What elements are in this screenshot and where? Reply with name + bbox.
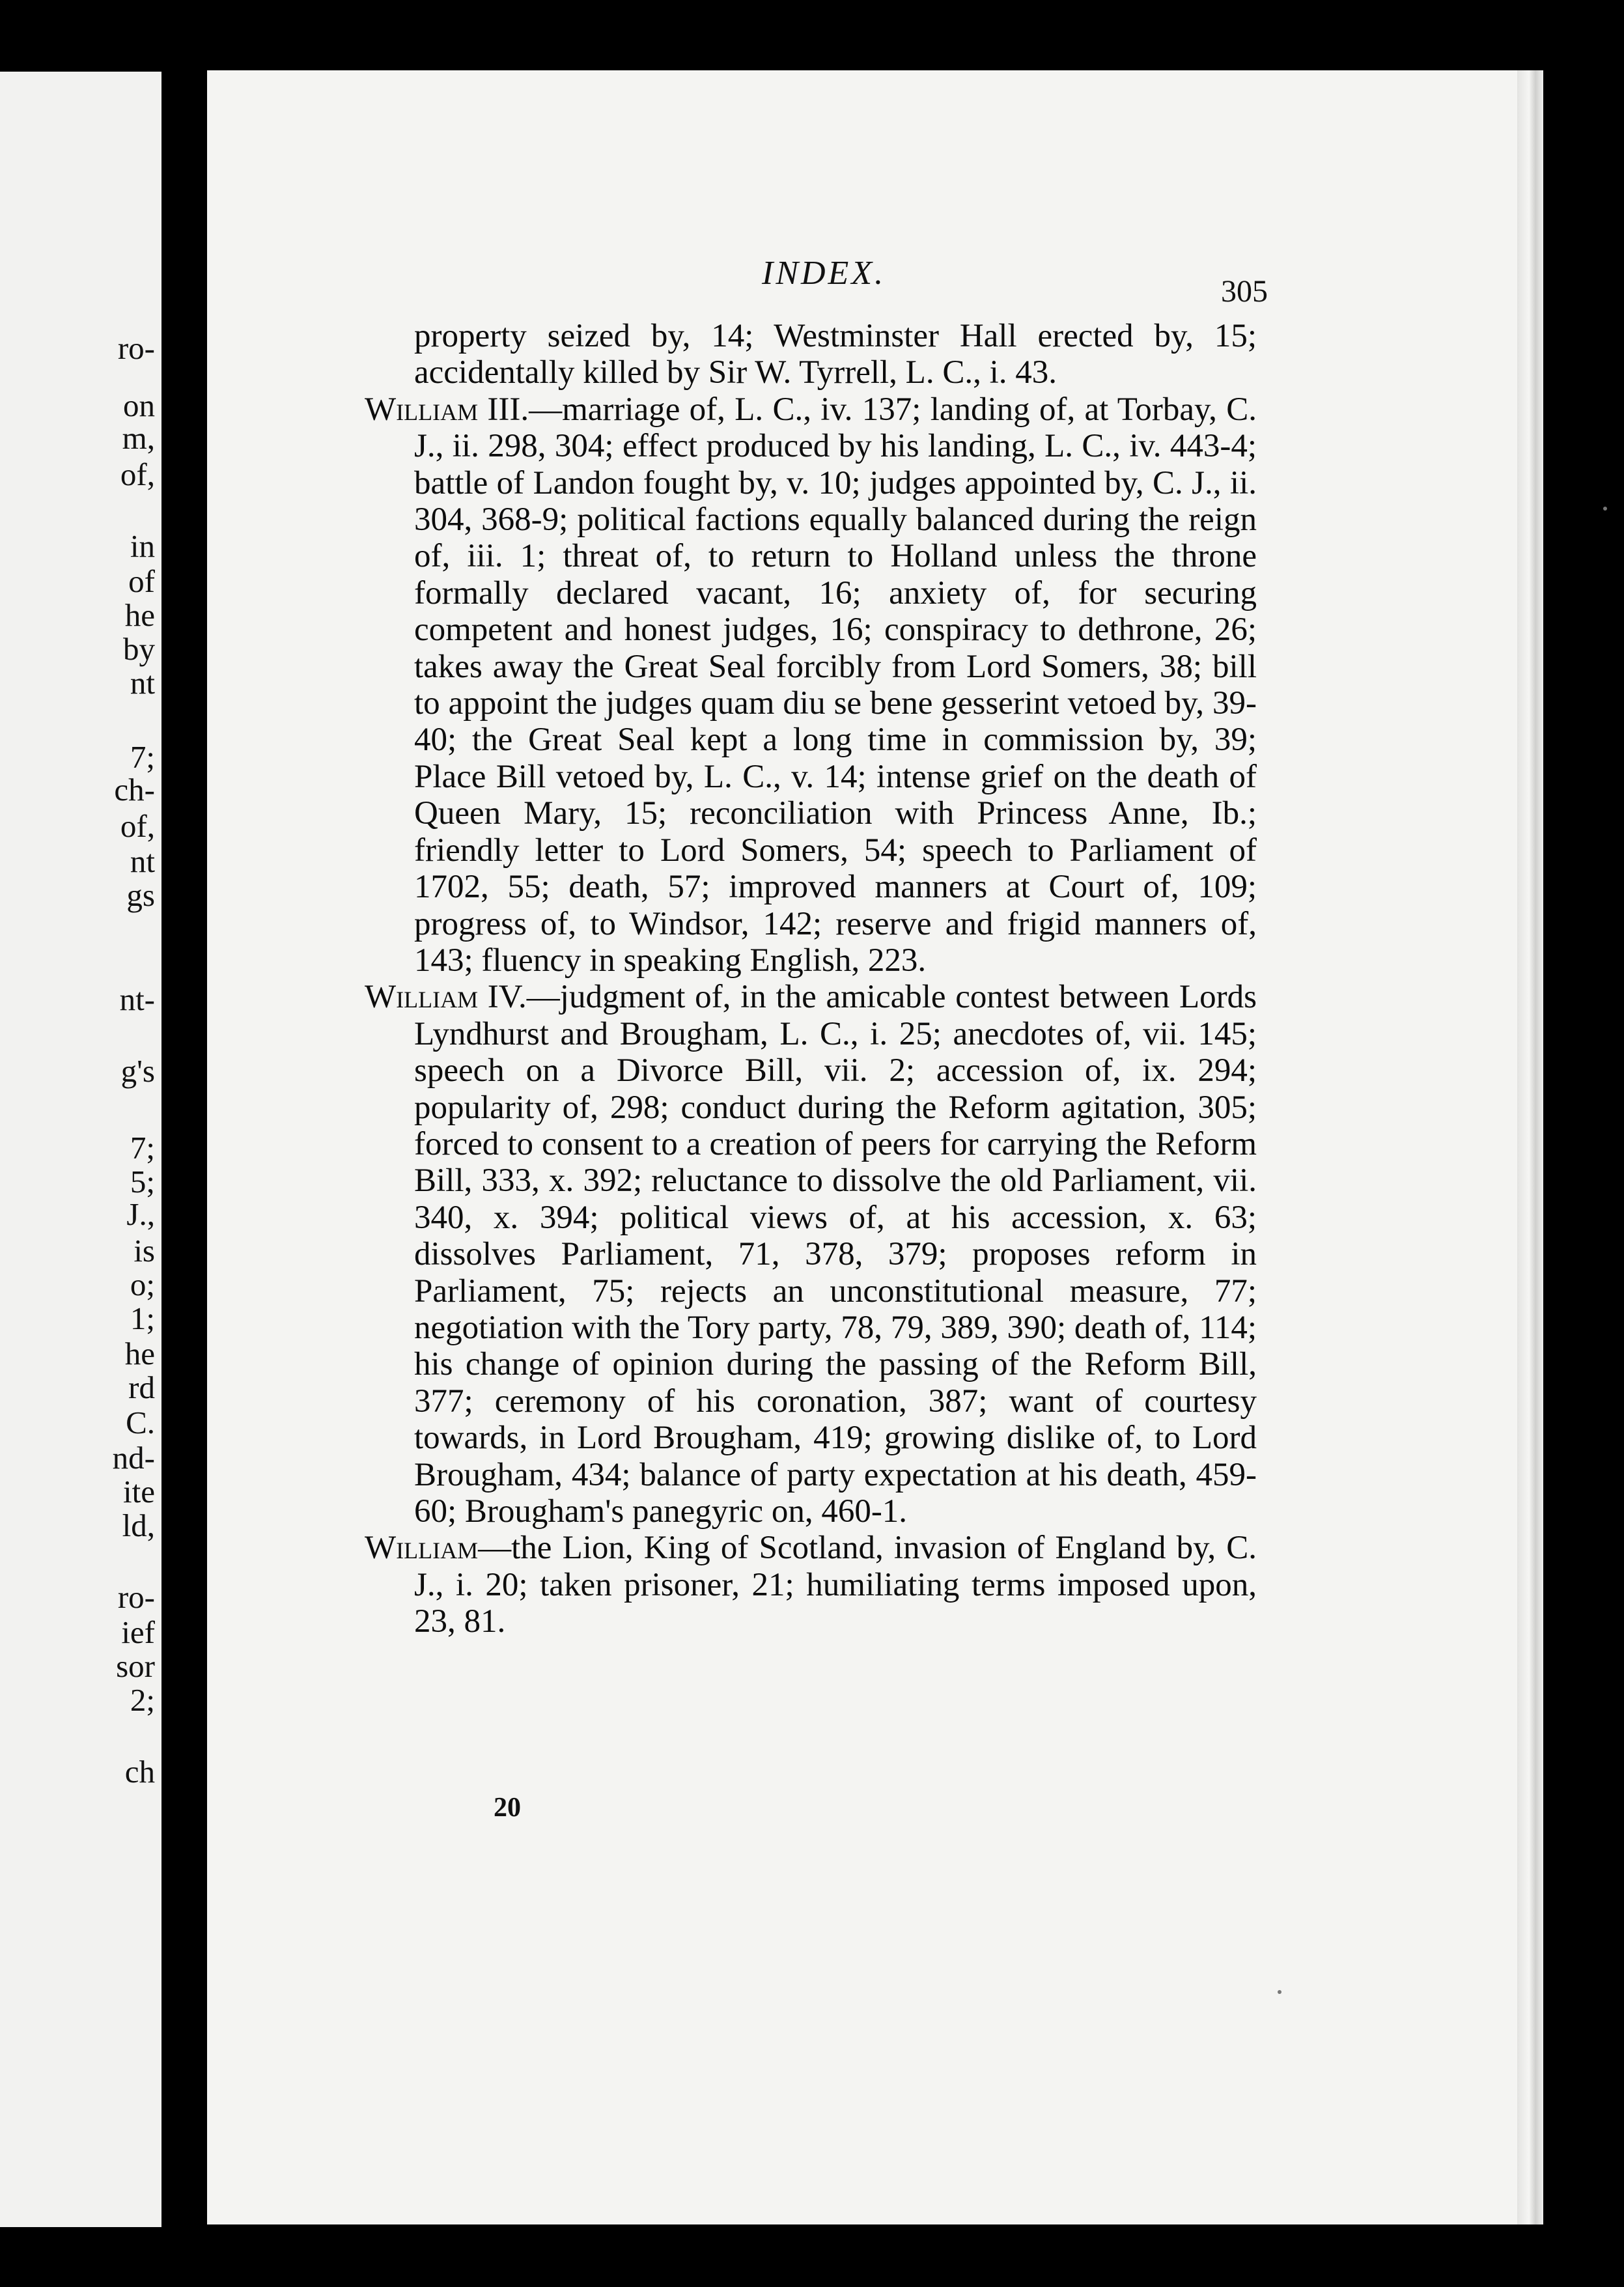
entry-text: —judgment of, in the amicable contest between Lords Lyndhurst and Brougham, L. C., i. 25; anecdotes of, vii. 145; speech on a Divorce Bill, vii. 2; accession of, ix. 294; popularity of, 298; conduct during the Reform agitation, 305; forced to consent to a creation of peers for carrying the Reform Bill, 333, x. 392; reluctance to dissolve the old Parliament, vii. 340, x. 394; political views of, at his accession, x. 63; dissolves Parliament, 71, 378, 379; proposes reform in Parliament, 75; rejects an unconstitutional measure, 77; negotiation with the Tory party, 78, 79, 389, 390; death of, 114; his change of opinion during the passing of the Reform Bill, 377; ceremony of his coronation, 387; want of courtesy towards, in Lord Brougham, 419; growing dislike of, to Lord Brougham, 434; balance of party expectation at his death, 459-60; Brougham's panegyric on, 460-1. xyxy=(414,979,1257,1530)
fragment: 5; xyxy=(130,1164,155,1200)
entry-head: William xyxy=(365,1530,479,1567)
entry-text: —marriage of, L. C., iv. 137; landing of, at Torbay, C. J., ii. 298, 304; effect produced by his landing, L. C., iv. 443-4; battle of Landon fought by, v. 10; judges appointed by, C. J., ii. 304, 368-9; political factions equally balanced during the reign of, iii. 1; threat of, to return to Holland unless the throne formally declared vacant, 16; anxiety of, for securing competent and honest judges, 16; conspiracy to dethrone, 26; takes away the Great Seal forcibly from Lord Somers, 38; bill to appoint the judges quam diu se bene gesserint vetoed by, 39-40; the Great Seal kept a long time in commission by, 39; Place Bill vetoed by, L. C., v. 14; intense grief on the death of Queen Mary, 15; reconciliation with Princess Anne, Ib.; friendly letter to Lord Somers, 54; speech to Parliament of 1702, 55; death, 57; improved manners at Court of, 109; progress of, to Windsor, 142; reserve and frigid manners of, 143; fluency in speaking English, 223. xyxy=(414,391,1257,979)
running-head: INDEX. xyxy=(762,255,886,292)
fragment: rd xyxy=(128,1369,155,1405)
entry-text: property seized by, 14; Westminster Hall erected by, 15; accidentally killed by Sir W. Tyrrell, L. C., i. 43. xyxy=(414,318,1257,391)
fragment: nt xyxy=(130,665,155,701)
page-number: 305 xyxy=(1221,274,1268,309)
signature-mark: 20 xyxy=(494,1793,521,1823)
fragment: by xyxy=(123,631,155,667)
index-entry-william-iii xyxy=(365,391,1257,979)
fragment: is xyxy=(133,1233,155,1269)
fragment: ite xyxy=(123,1474,155,1509)
fragment: gs xyxy=(126,877,155,913)
entry-text: —the Lion, King of Scotland, invasion of England by, C. J., i. 20; taken prisoner, 21; humiliating terms imposed upon, 23, 81. xyxy=(414,1530,1257,1640)
fragment: ro- xyxy=(117,1579,155,1615)
fragment: 2; xyxy=(130,1682,155,1718)
fragment: ief xyxy=(121,1614,155,1650)
index-entry-william-the-lion xyxy=(365,1530,1257,1640)
fragment: 7; xyxy=(130,1130,155,1166)
speck xyxy=(1603,507,1607,511)
fragment: nd- xyxy=(112,1440,155,1476)
index-entry-continuation xyxy=(365,318,1257,391)
fragment: he xyxy=(124,597,155,633)
fragment: C. xyxy=(126,1405,155,1440)
fragment: ch- xyxy=(114,772,155,807)
fragment: of, xyxy=(120,456,155,492)
fragment: in xyxy=(130,528,155,564)
fragment: sor xyxy=(116,1648,155,1684)
fragment: 1; xyxy=(130,1300,155,1336)
fragment: on xyxy=(123,387,155,423)
entry-head: William III. xyxy=(365,391,529,428)
fragment: J., xyxy=(126,1196,155,1232)
speck xyxy=(1278,1990,1281,1994)
fragment: ro- xyxy=(117,330,155,366)
fragment: ch xyxy=(124,1754,155,1789)
index-entry-william-iv xyxy=(365,979,1257,1530)
fragment: g's xyxy=(120,1053,155,1089)
fragment: 7; xyxy=(130,739,155,775)
index-text xyxy=(365,318,1257,1640)
facing-page-edge xyxy=(0,72,161,2227)
fragment: nt- xyxy=(119,981,155,1017)
fragment: ld, xyxy=(122,1508,155,1543)
fragment: he xyxy=(124,1336,155,1371)
page-edge-shadow xyxy=(1517,70,1543,2224)
entry-head: William IV. xyxy=(365,979,527,1016)
fragment: m, xyxy=(122,420,155,456)
fragment: of, xyxy=(120,808,155,844)
fragment: nt xyxy=(130,843,155,879)
fragment: o; xyxy=(130,1267,155,1302)
fragment: of xyxy=(128,563,155,599)
